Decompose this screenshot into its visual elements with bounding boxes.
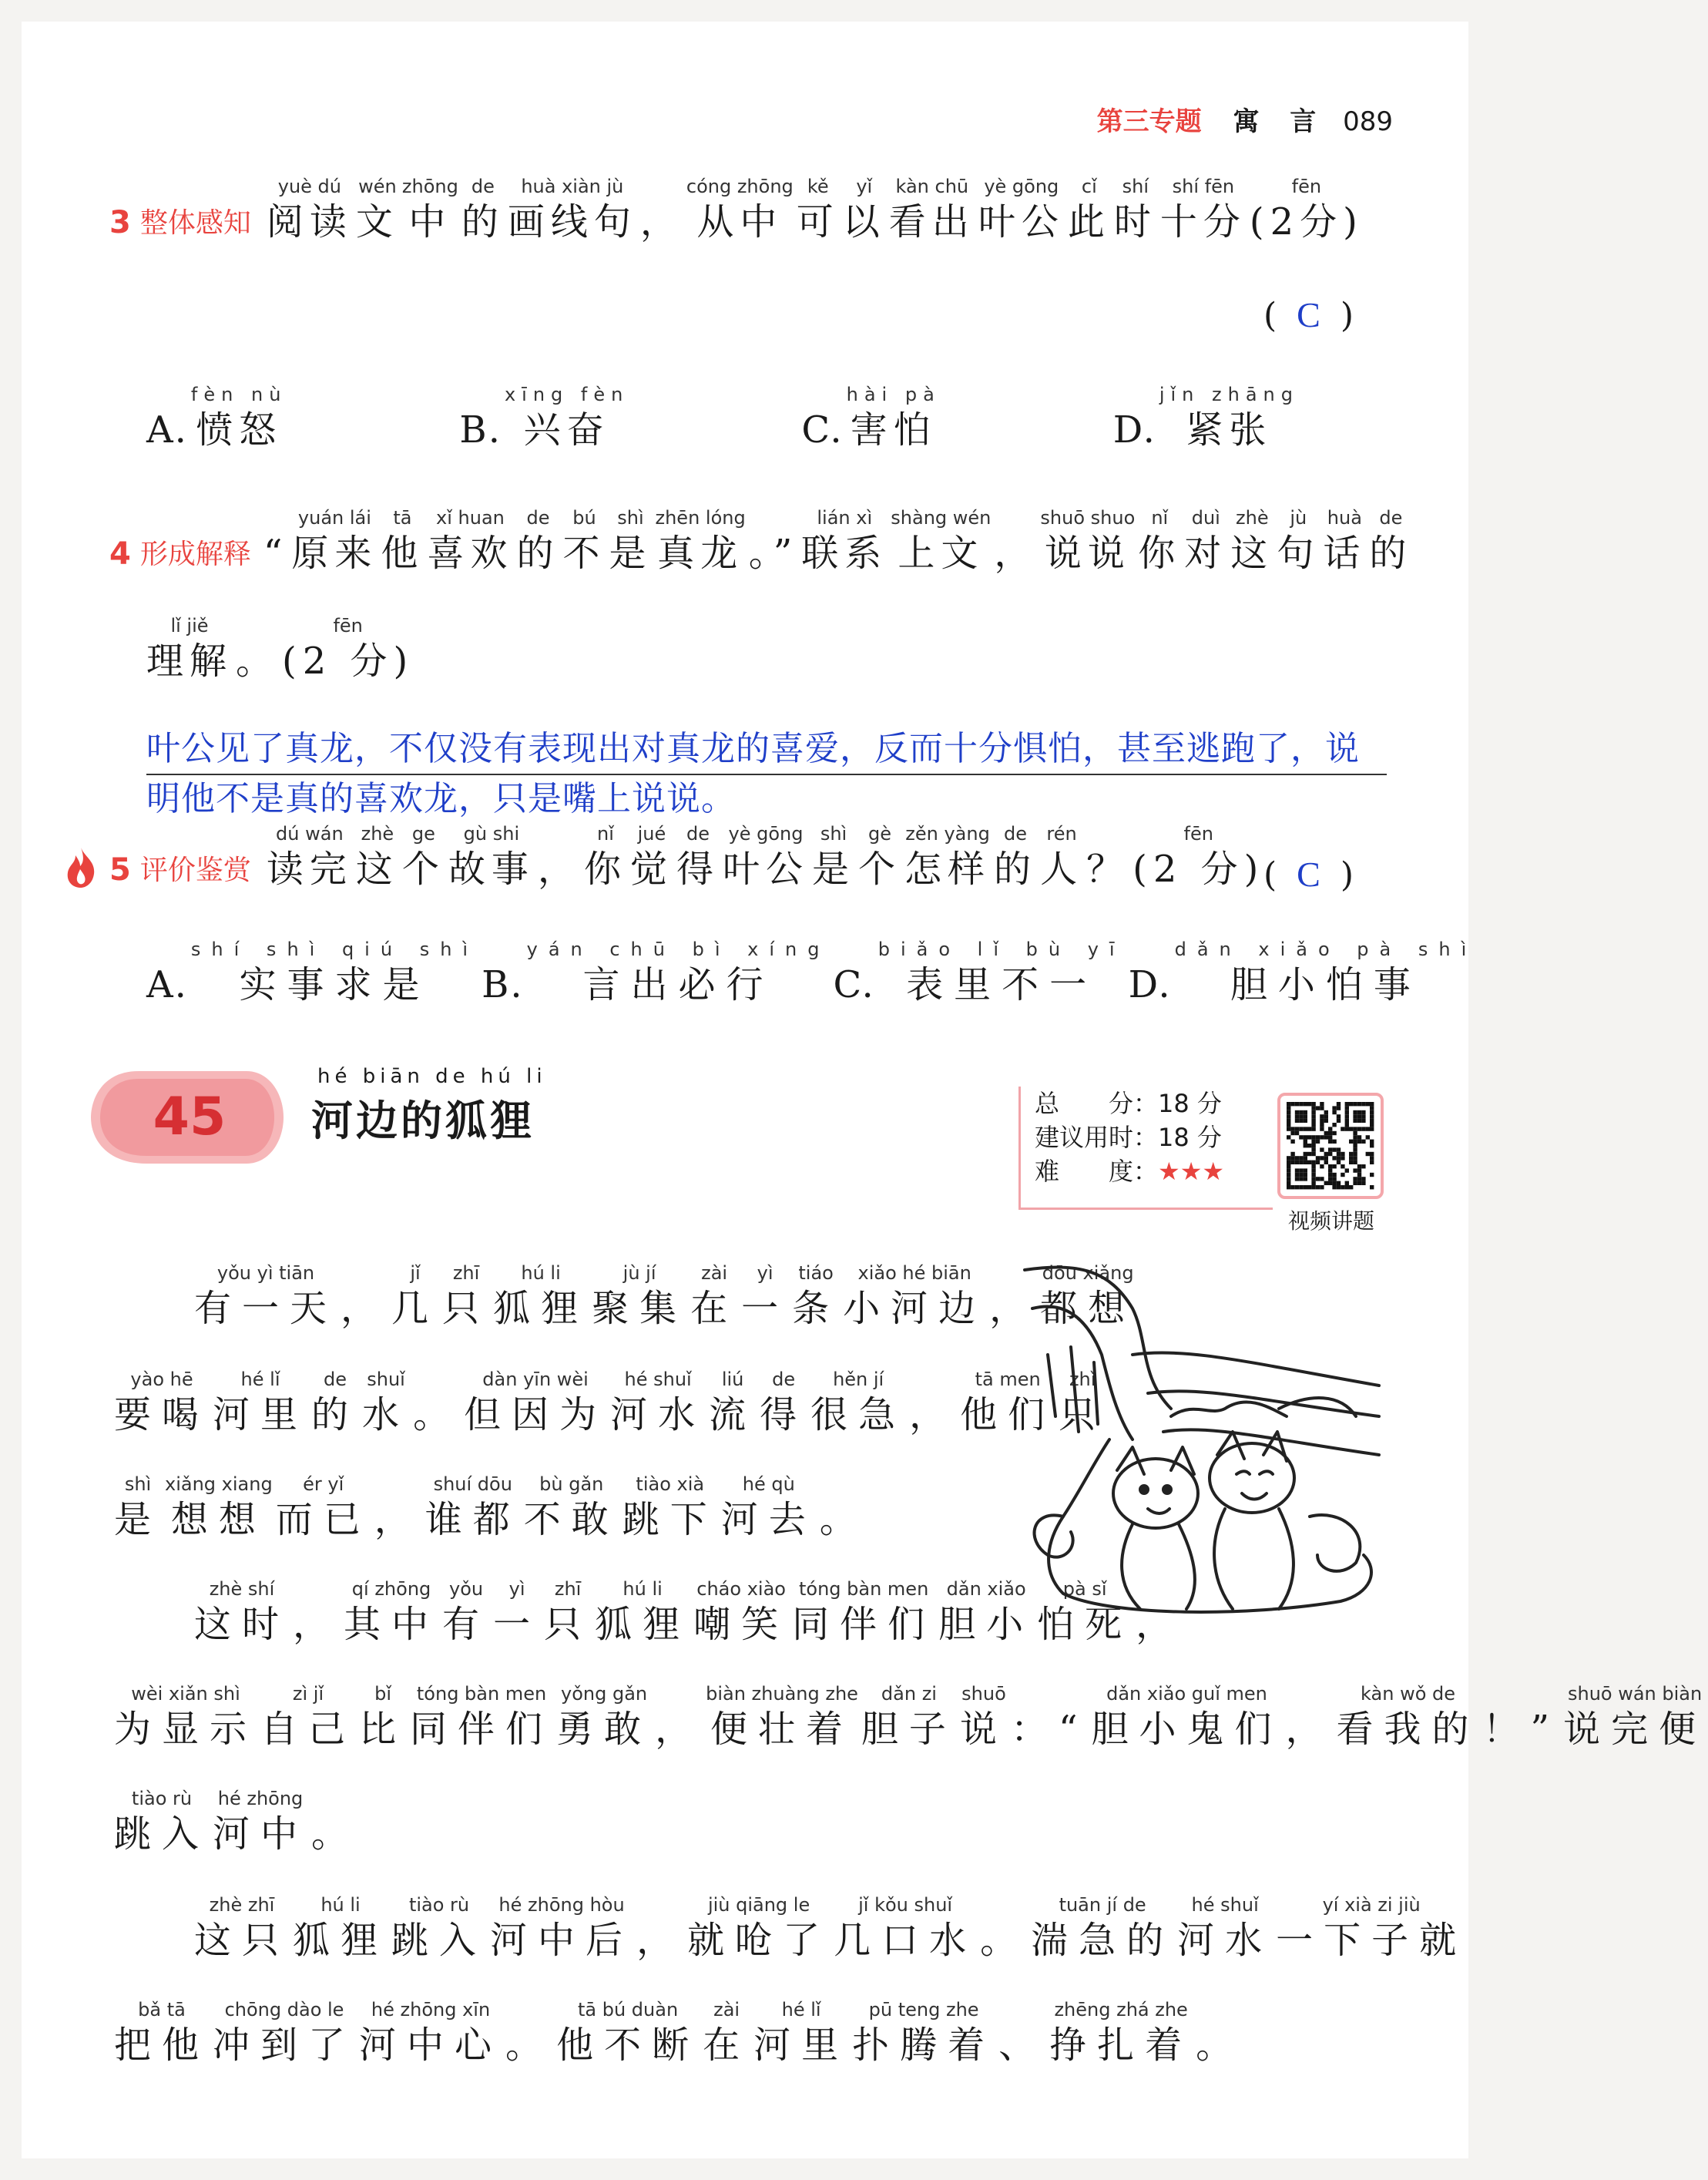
word: ， bbox=[989, 1287, 1038, 1330]
word: duì 对 bbox=[1184, 507, 1228, 575]
word: zì jǐ 自己 bbox=[260, 1683, 357, 1751]
word: yǒu yì tiān 有一天 bbox=[194, 1262, 338, 1330]
word: dōu xiǎng 都想 bbox=[1040, 1262, 1136, 1330]
word: ge 个 bbox=[401, 823, 445, 891]
question-number: 3 bbox=[109, 205, 131, 240]
word: hú li 狐狸 bbox=[493, 1262, 589, 1330]
suggested-time: 建议用时：18 分 bbox=[1035, 1123, 1222, 1152]
word: tuān jí de 湍急的 bbox=[1031, 1894, 1175, 1962]
word: hé zhōng xīn 河中心 bbox=[359, 1999, 503, 2067]
word: xiǎo hé biān 小河边 bbox=[843, 1262, 987, 1330]
word: 。 bbox=[311, 1812, 360, 1856]
word: de 的 bbox=[311, 1369, 360, 1436]
word: shuí dōu 谁都 bbox=[424, 1473, 521, 1541]
unit-number: 45 bbox=[153, 1087, 227, 1147]
qr-code[interactable] bbox=[1277, 1093, 1384, 1199]
word: tiào xià 跳下 bbox=[622, 1473, 718, 1541]
word: yì 一 bbox=[493, 1578, 542, 1646]
word: hé qù 河去 bbox=[720, 1473, 817, 1541]
word: jù 句 bbox=[1277, 507, 1320, 575]
word: tā 他 bbox=[381, 507, 424, 575]
word: 。 bbox=[980, 1919, 1028, 1962]
question-4 bbox=[109, 507, 1414, 575]
word: hé lǐ 河里 bbox=[213, 1369, 309, 1436]
word: kě 可 bbox=[796, 176, 840, 244]
word: gù shi 故事 bbox=[448, 823, 535, 891]
word: nǐ 你 bbox=[583, 823, 627, 891]
options-q3 bbox=[145, 384, 1300, 452]
word: zhōng 中 bbox=[401, 176, 458, 244]
word: 。 bbox=[505, 2024, 554, 2067]
word: yè gōng 叶公 bbox=[978, 176, 1065, 244]
word: tiào rù 跳入 bbox=[114, 1788, 210, 1856]
word: ， bbox=[293, 1603, 341, 1646]
word: jiù qiāng le 就呛了 bbox=[687, 1894, 831, 1962]
word: hú li 狐狸 bbox=[595, 1578, 691, 1646]
word: jué 觉 bbox=[629, 823, 673, 891]
word: tóng bàn men 同伴们 bbox=[792, 1578, 936, 1646]
fox-illustration bbox=[1017, 1262, 1387, 1624]
answer-bracket: ( C ) bbox=[1263, 855, 1359, 895]
word: ， bbox=[537, 848, 581, 891]
word: dǎn zi 胆子 bbox=[861, 1683, 957, 1751]
word: jù jí 聚集 bbox=[592, 1262, 688, 1330]
word: de 的 bbox=[516, 507, 560, 575]
page-number: 089 bbox=[1343, 106, 1393, 137]
word: cóng zhōng 从中 bbox=[686, 176, 794, 244]
qr-label: 视频讲题 bbox=[1287, 1208, 1374, 1234]
word: zhī 只 bbox=[544, 1578, 592, 1646]
word: fēn (2 分) bbox=[1133, 823, 1265, 891]
question-text bbox=[262, 507, 1414, 575]
word: 、 bbox=[998, 2024, 1047, 2067]
story-line bbox=[112, 1369, 1108, 1436]
word: cǐ 此 bbox=[1067, 176, 1111, 244]
word: tiào rù 跳入 bbox=[391, 1894, 488, 1962]
word: de 得 bbox=[676, 823, 720, 891]
question-3 bbox=[109, 176, 1365, 244]
word: tóng bàn men 同伴们 bbox=[410, 1683, 554, 1751]
unit-badge bbox=[85, 1056, 287, 1179]
word: hé shuǐ 河水 bbox=[610, 1369, 706, 1436]
unit-title-pinyin: hé biān de hú li bbox=[317, 1065, 547, 1088]
option-c[interactable]: C. biǎo lǐ bù yī 表里不一 bbox=[833, 939, 1126, 1006]
word: shuō wán biàn 说完便 bbox=[1563, 1683, 1707, 1751]
word: shàng wén 上文 bbox=[891, 507, 992, 575]
story-line bbox=[193, 1894, 1468, 1962]
word: hé lǐ 河里 bbox=[753, 1999, 850, 2067]
question-tag: 形成解释 bbox=[139, 539, 251, 570]
word: ， bbox=[341, 1287, 389, 1330]
word: wén 文 bbox=[355, 176, 399, 244]
word: yào hē 要喝 bbox=[114, 1369, 210, 1436]
answer-bracket: ( C ) bbox=[1263, 295, 1359, 335]
question-text bbox=[265, 176, 1365, 244]
word: yǒng gǎn 勇敢 bbox=[556, 1683, 653, 1751]
question-number: 5 bbox=[109, 852, 131, 888]
info-box bbox=[1018, 1087, 1273, 1210]
word: de 的 bbox=[1369, 507, 1413, 575]
word: hěn jí 很急 bbox=[810, 1369, 907, 1436]
option-b[interactable]: B. yán chū bì xíng 言出必行 bbox=[482, 939, 831, 1006]
question-text-cont bbox=[145, 615, 415, 683]
word: ， bbox=[636, 1919, 685, 1962]
word: biàn zhuàng zhe 便壮着 bbox=[706, 1683, 858, 1751]
question-number: 4 bbox=[109, 536, 131, 572]
word: yuán lái 原来 bbox=[291, 507, 378, 575]
word: gè 个 bbox=[858, 823, 902, 891]
word: de 的 bbox=[461, 176, 505, 244]
story-line bbox=[112, 1999, 1245, 2067]
word: dǎn xiǎo guǐ men 胆小鬼们 bbox=[1091, 1683, 1283, 1751]
word: zhè shí 这时 bbox=[194, 1578, 290, 1646]
word: shí fēn 十分 bbox=[1159, 176, 1247, 244]
word: yè gōng 叶公 bbox=[722, 823, 809, 891]
word: jǐ kǒu shuǐ 几口水 bbox=[834, 1894, 978, 1962]
word: kàn wǒ de 看我的 bbox=[1336, 1683, 1480, 1751]
word: huà 话 bbox=[1323, 507, 1367, 575]
option-c[interactable]: C. hài pà 害怕 bbox=[801, 384, 941, 452]
word: rén 人 bbox=[1040, 823, 1084, 891]
word: nǐ 你 bbox=[1138, 507, 1182, 575]
word: shuǐ 水 bbox=[362, 1369, 411, 1436]
word: zhēn lóng 真龙 bbox=[655, 507, 746, 575]
word: dǎn xiǎo 胆小 bbox=[938, 1578, 1035, 1646]
flame-icon bbox=[63, 846, 99, 892]
word: huà xiàn jù 画线句 bbox=[507, 176, 637, 244]
unit-title-block bbox=[311, 1065, 547, 1147]
word: pà sǐ 怕死 bbox=[1037, 1578, 1133, 1646]
word: lián xì 联系 bbox=[801, 507, 888, 575]
word: ：“ bbox=[1010, 1708, 1089, 1751]
word: 。 bbox=[413, 1393, 461, 1436]
word: shí 时 bbox=[1113, 176, 1157, 244]
word: zhè 这 bbox=[1230, 507, 1274, 575]
word: ！” bbox=[1482, 1708, 1561, 1751]
word: zhè 这 bbox=[355, 823, 399, 891]
total-score: 总 分：18 分 bbox=[1035, 1089, 1222, 1118]
answer-choice: C bbox=[1297, 855, 1325, 894]
option-a[interactable]: A. shí shì qiú shì 实事求是 bbox=[146, 939, 479, 1006]
word: 。 bbox=[819, 1498, 867, 1541]
word: “ bbox=[263, 532, 289, 575]
story-line bbox=[112, 1473, 869, 1541]
word: shì 是 bbox=[812, 823, 856, 891]
option-b[interactable]: B. xīng fèn 兴奋 bbox=[459, 384, 629, 452]
question-tag: 评价鉴赏 bbox=[139, 855, 251, 886]
word: xiǎng xiang 想想 bbox=[165, 1473, 273, 1541]
word: yuè dú 阅读 bbox=[266, 176, 353, 244]
word: ， bbox=[909, 1393, 958, 1436]
word: bú 不 bbox=[562, 507, 606, 575]
word: 。” bbox=[748, 532, 799, 575]
word: yǒu 有 bbox=[442, 1578, 491, 1646]
word: ？ bbox=[1086, 848, 1130, 891]
word: ， bbox=[655, 1708, 703, 1751]
word: 。 bbox=[236, 640, 280, 683]
word: dú wán 读完 bbox=[266, 823, 353, 891]
word: kàn chū 看出 bbox=[888, 176, 975, 244]
unit-title: 河边的狐狸 bbox=[311, 1097, 535, 1145]
word: de 得 bbox=[760, 1369, 808, 1436]
difficulty: 难 度：★★★ bbox=[1035, 1157, 1225, 1186]
word: liú 流 bbox=[709, 1369, 757, 1436]
answer-line-2: 明他不是真的喜欢龙，只是嘴上说说。 bbox=[146, 779, 736, 818]
word: hé shuǐ 河水 bbox=[1177, 1894, 1273, 1962]
word: jǐ 几 bbox=[391, 1262, 440, 1330]
option-d[interactable]: D. dǎn xiǎo pà shì 胆小怕事 bbox=[1128, 939, 1478, 1006]
word: tā men 他们 bbox=[960, 1369, 1056, 1436]
genre-title: 寓 言 bbox=[1233, 106, 1327, 137]
word: yǐ 以 bbox=[842, 176, 886, 244]
word: hé zhōng 河中 bbox=[213, 1788, 309, 1856]
question-5 bbox=[109, 823, 1266, 891]
word: ， bbox=[994, 532, 1038, 575]
page-header bbox=[1097, 100, 1393, 138]
word: zhǐ 只 bbox=[1059, 1369, 1107, 1436]
word: de 的 bbox=[994, 823, 1038, 891]
word: ， bbox=[1136, 1603, 1184, 1646]
option-a[interactable]: A. fèn nù 愤怒 bbox=[146, 384, 287, 452]
word: tā bú duàn 他不断 bbox=[556, 1999, 700, 2067]
question-text bbox=[265, 823, 1267, 891]
word: ér yǐ 而已 bbox=[275, 1473, 371, 1541]
word: hú li 狐狸 bbox=[293, 1894, 389, 1962]
word: ， bbox=[1285, 1708, 1334, 1751]
story-line bbox=[112, 1788, 361, 1856]
word: zhī 只 bbox=[442, 1262, 491, 1330]
word: pū teng zhe 扑腾着 bbox=[852, 1999, 996, 2067]
option-d[interactable]: D. jǐn zhāng 紧张 bbox=[1112, 384, 1299, 452]
word: bǐ 比 bbox=[359, 1683, 408, 1751]
question-tag: 整体感知 bbox=[139, 207, 251, 239]
word: shuō shuo 说说 bbox=[1040, 507, 1136, 575]
word: bǎ tā 把他 bbox=[114, 1999, 210, 2067]
word: dàn yīn wèi 但因为 bbox=[464, 1369, 608, 1436]
story-line bbox=[112, 1683, 1708, 1751]
word: tiáo 条 bbox=[792, 1262, 841, 1330]
word: zhè zhī 这只 bbox=[194, 1894, 290, 1962]
word: lǐ jiě 理解 bbox=[146, 615, 233, 683]
word: yì 一 bbox=[741, 1262, 790, 1330]
word: shì 是 bbox=[114, 1473, 163, 1541]
word: yí xià zi jiù 一下子就 bbox=[1276, 1894, 1468, 1962]
word: zài 在 bbox=[690, 1262, 739, 1330]
word: cháo xiào 嘲笑 bbox=[693, 1578, 790, 1646]
word: fēn (2 分) bbox=[282, 615, 414, 683]
word: shì 是 bbox=[609, 507, 653, 575]
answer-choice: C bbox=[1297, 295, 1325, 334]
word: shuō 说 bbox=[959, 1683, 1008, 1751]
word: zhēng zhá zhe 挣扎着 bbox=[1049, 1999, 1193, 2067]
word: qí zhōng 其中 bbox=[344, 1578, 440, 1646]
word: ， bbox=[374, 1498, 422, 1541]
word: zài 在 bbox=[703, 1999, 751, 2067]
word: xǐ huan 喜欢 bbox=[427, 507, 514, 575]
word: zěn yàng 怎样 bbox=[904, 823, 992, 891]
word: 。 bbox=[1196, 2024, 1244, 2067]
word: chōng dào le 冲到了 bbox=[213, 1999, 357, 2067]
story-line bbox=[193, 1262, 1137, 1330]
word: wèi xiǎn shì 为显示 bbox=[114, 1683, 258, 1751]
word: ， bbox=[639, 200, 683, 244]
section-title: 第三专题 bbox=[1096, 106, 1202, 137]
word: bù gǎn 不敢 bbox=[523, 1473, 619, 1541]
answer-line-1: 叶公见了真龙，不仅没有表现出对真龙的喜爱，反而十分惧怕，甚至逃跑了，说 bbox=[146, 724, 1387, 775]
word: fēn (2分) bbox=[1249, 176, 1364, 244]
options-q5 bbox=[145, 939, 1478, 1006]
word: hé zhōng hòu 河中后 bbox=[490, 1894, 634, 1962]
